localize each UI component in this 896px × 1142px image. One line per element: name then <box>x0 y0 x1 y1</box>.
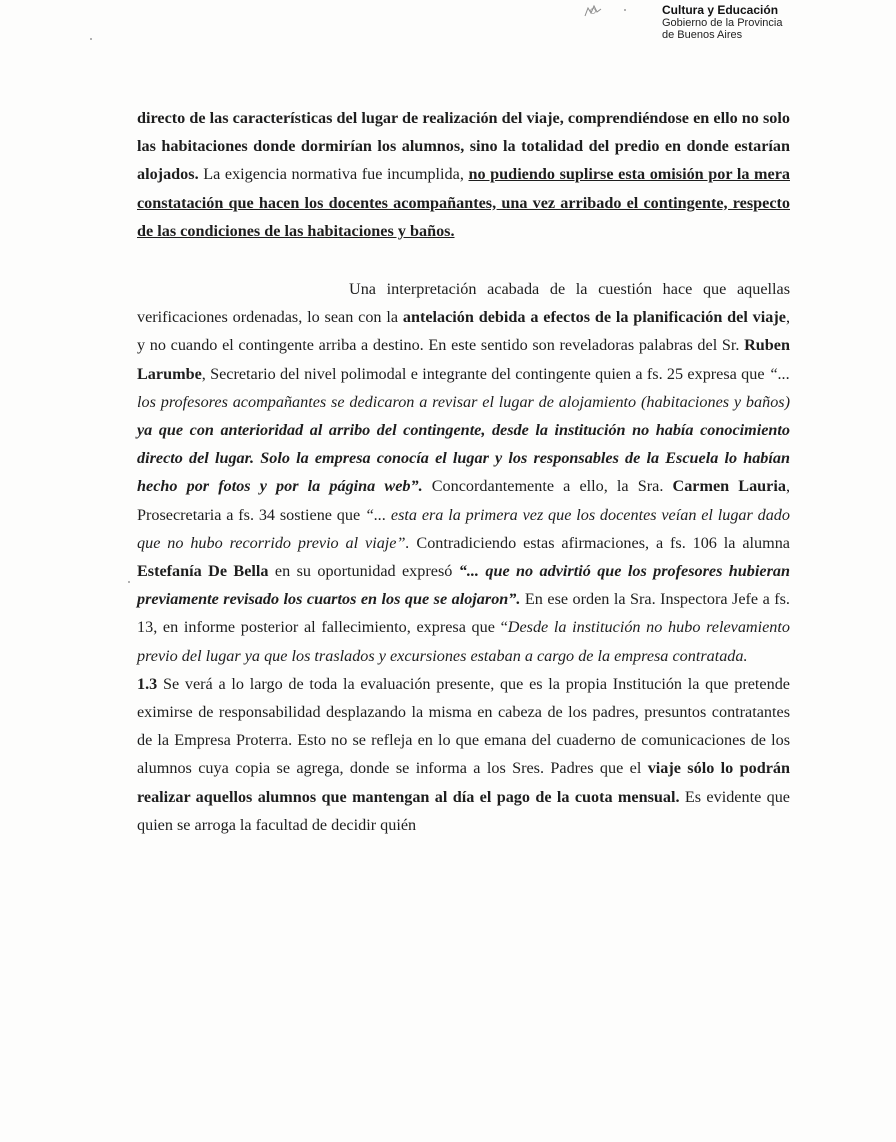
text-run: , Secretario del nivel polimodal e integrante del contingente quien a fs. 25 expresa que <box>201 364 769 383</box>
document-body <box>137 104 790 839</box>
text-run: en su oportunidad expresó <box>268 562 459 581</box>
text-run: Contradiciendo estas afirmaciones, a fs. 106 la alumna <box>409 533 790 552</box>
text-run: ya que con anterioridad al arribo del contingente, desde la institución no había conocimiento directo del lugar. Solo la empresa conocía el lugar y los responsables de la Escuela lo habían hecho por fotos y por la página web”. <box>137 421 790 496</box>
text-run: Es evidente que quien se arroga la facultad de decidir quién <box>137 787 790 834</box>
text-run: no pudiendo suplirse esta omisión por la mera constatación que hacen los docentes acompañantes, una vez arribado el contingente, respecto de las condiciones de las habitaciones y baños. <box>137 165 790 240</box>
text-run: Carmen Lauria <box>672 477 786 496</box>
text-run: viaje sólo lo podrán realizar aquellos alumnos que mantengan al día el pago de la cuota mensual. <box>137 759 790 806</box>
text-run: , y no cuando el contingente arriba a destino. En este sentido son reveladoras palabras del Sr. <box>137 308 790 355</box>
provincial-emblem-icon <box>583 4 603 18</box>
paragraph-1 <box>137 104 790 245</box>
text-run: “... esta era la primera vez que los docentes veían el lugar dado que no hubo recorrido previo al viaje”. <box>137 505 790 552</box>
letterhead-line: de Buenos Aires <box>662 29 743 41</box>
text-run: directo de las características del lugar de realización del viaje, comprendiéndose en ello no solo las habitaciones donde dormirían los alumnos, sino la totalidad del predio en donde estarían alojados. <box>137 109 790 184</box>
text-run: “... los profesores acompañantes se dedicaron a revisar el lugar de alojamiento (habitaciones y baños) <box>137 364 790 411</box>
text-run: Estefanía De Bella <box>137 562 269 581</box>
text-run: Se verá a lo largo de toda la evaluación presente, que es la propia Institución la que pretende eximirse de responsabilidad desplazando la misma en cabeza de los padres, presuntos contratantes de la Empresa Proterra. Esto no se refleja en lo que emana del cuaderno de comunicaciones de los alumnos cuya copia se agrega, donde se informa a los Sres. Padres que el <box>137 674 790 778</box>
scan-speck <box>90 38 92 40</box>
section-number: 1.3 <box>137 674 158 693</box>
text-run: Ruben Larumbe <box>137 336 790 383</box>
text-run: Una interpretación acabada de la cuestión hace que aquellas verificaciones ordenadas, lo sean con la <box>137 280 790 327</box>
text-run: , Prosecretaria a fs. 34 sostiene que <box>137 477 791 524</box>
letterhead <box>662 4 892 41</box>
text-run: “... que no advirtió que los profesores hubieran previamente revisado los cuartos en los que se alojaron”. <box>137 562 790 609</box>
letterhead-line: Gobierno de la Provincia <box>662 17 783 29</box>
scan-speck <box>128 581 130 583</box>
text-run: La exigencia normativa fue incumplida, <box>198 165 469 184</box>
paragraph-2 <box>137 275 790 670</box>
text-run: En ese orden la Sra. Inspectora Jefe a fs. 13, en informe posterior al fallecimiento, expresa que “ <box>137 590 790 637</box>
text-run: Desde la institución no hubo relevamiento previo del lugar ya que los traslados y excursiones estaban a cargo de la empresa contratada. <box>137 618 790 665</box>
scan-speck <box>624 9 626 11</box>
paragraph-3 <box>137 670 790 839</box>
text-run: antelación debida a efectos de la planificación del viaje <box>402 308 786 327</box>
text-run: Concordantemente a ello, la Sra. <box>422 477 673 496</box>
letterhead-title: Cultura y Educación <box>662 3 779 17</box>
